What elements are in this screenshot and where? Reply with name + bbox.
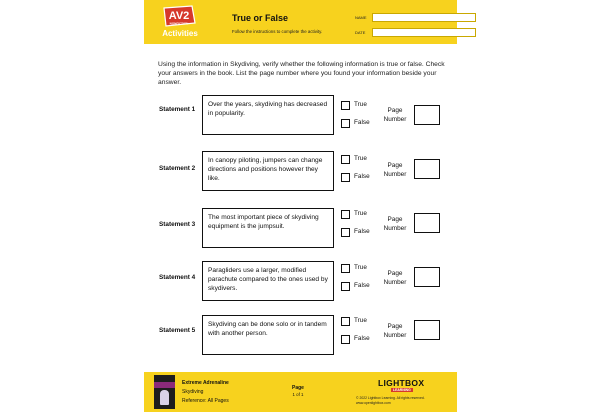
worksheet-subtitle: Follow the instructions to complete the activity.	[232, 29, 323, 34]
page-number-field[interactable]	[414, 105, 440, 125]
true-label: True	[354, 210, 367, 217]
true-label: True	[354, 264, 367, 271]
false-label: False	[354, 228, 370, 235]
page-number-label: Page Number	[383, 216, 407, 232]
true-label: True	[354, 155, 367, 162]
true-checkbox[interactable]	[341, 101, 350, 110]
logo-activities-label: Activities	[162, 29, 198, 38]
footer-series: Extreme Adrenaline	[182, 380, 229, 386]
header-bar	[144, 0, 457, 44]
footer-reference: Reference: All Pages	[182, 398, 229, 404]
statement-label: Statement 4	[159, 274, 196, 281]
statement-label: Statement 3	[159, 221, 196, 228]
statement-label: Statement 2	[159, 165, 196, 172]
instructions-text: Using the information in Skydiving, verify whether the following information is true or false. Check your answers in the book. List the page number where you found your information beside your answer.	[158, 61, 445, 87]
statement-text-box: The most important piece of skydiving equipment is the jumpsuit.	[202, 208, 334, 248]
statement-row-3	[144, 208, 457, 248]
footer-book-title: Skydiving	[182, 389, 204, 395]
false-label: False	[354, 173, 370, 180]
true-label: True	[354, 317, 367, 324]
book-cover-image	[154, 375, 175, 409]
statement-text-box: In canopy piloting, jumpers can change directions and positions however they like.	[202, 151, 334, 191]
true-checkbox[interactable]	[341, 155, 350, 164]
statement-row-2	[144, 151, 457, 191]
page-number-field[interactable]	[414, 159, 440, 179]
page-number-label: Page Number	[383, 162, 407, 178]
av2-logo-icon	[162, 5, 196, 27]
page-number-label: Page Number	[383, 107, 407, 123]
true-label: True	[354, 101, 367, 108]
page-number-field[interactable]	[414, 267, 440, 287]
lightbox-logo: LIGHTBOX	[378, 378, 425, 388]
logo-fiction-text: NONFICTION	[169, 21, 189, 26]
av2-logo	[158, 5, 200, 41]
page-number-field[interactable]	[414, 213, 440, 233]
skydiver-figure-icon	[160, 390, 169, 405]
false-label: False	[354, 282, 370, 289]
false-checkbox[interactable]	[341, 282, 350, 291]
statement-label: Statement 1	[159, 106, 196, 113]
statement-text-box: Over the years, skydiving has decreased in popularity.	[202, 95, 334, 135]
name-label: NAME	[355, 15, 367, 20]
page-number-field[interactable]	[414, 320, 440, 340]
false-checkbox[interactable]	[341, 335, 350, 344]
date-field[interactable]	[372, 28, 476, 37]
page-number-label: Page Number	[383, 270, 407, 286]
false-label: False	[354, 335, 370, 342]
footer-copyright: © 2022 Lightbox Learning. All rights reserved.	[356, 396, 425, 400]
book-cover-band	[154, 382, 175, 388]
page-number-label: Page Number	[383, 323, 407, 339]
false-checkbox[interactable]	[341, 119, 350, 128]
statement-row-5	[144, 315, 457, 355]
statement-text-box: Paragliders use a larger, modified parachute compared to the ones used by skydivers.	[202, 261, 334, 301]
logo-text: AV2	[168, 10, 190, 22]
footer-url: www.openlightbox.com	[356, 401, 391, 405]
true-checkbox[interactable]	[341, 264, 350, 273]
false-checkbox[interactable]	[341, 228, 350, 237]
date-label: DATE	[355, 30, 366, 35]
worksheet-title: True or False	[232, 13, 289, 23]
true-checkbox[interactable]	[341, 210, 350, 219]
statement-row-1	[144, 95, 457, 135]
false-label: False	[354, 119, 370, 126]
lightbox-learning-tag: LEARNING	[393, 388, 411, 392]
footer-page-number: 1 of 1	[292, 392, 304, 397]
statement-label: Statement 5	[159, 327, 196, 334]
footer-bar	[144, 372, 457, 412]
statement-text-box: Skydiving can be done solo or in tandem with another person.	[202, 315, 334, 355]
true-checkbox[interactable]	[341, 317, 350, 326]
false-checkbox[interactable]	[341, 173, 350, 182]
footer-page-label: Page	[292, 385, 304, 391]
worksheet-page	[144, 0, 457, 412]
name-field[interactable]	[372, 13, 476, 22]
statement-row-4	[144, 261, 457, 301]
